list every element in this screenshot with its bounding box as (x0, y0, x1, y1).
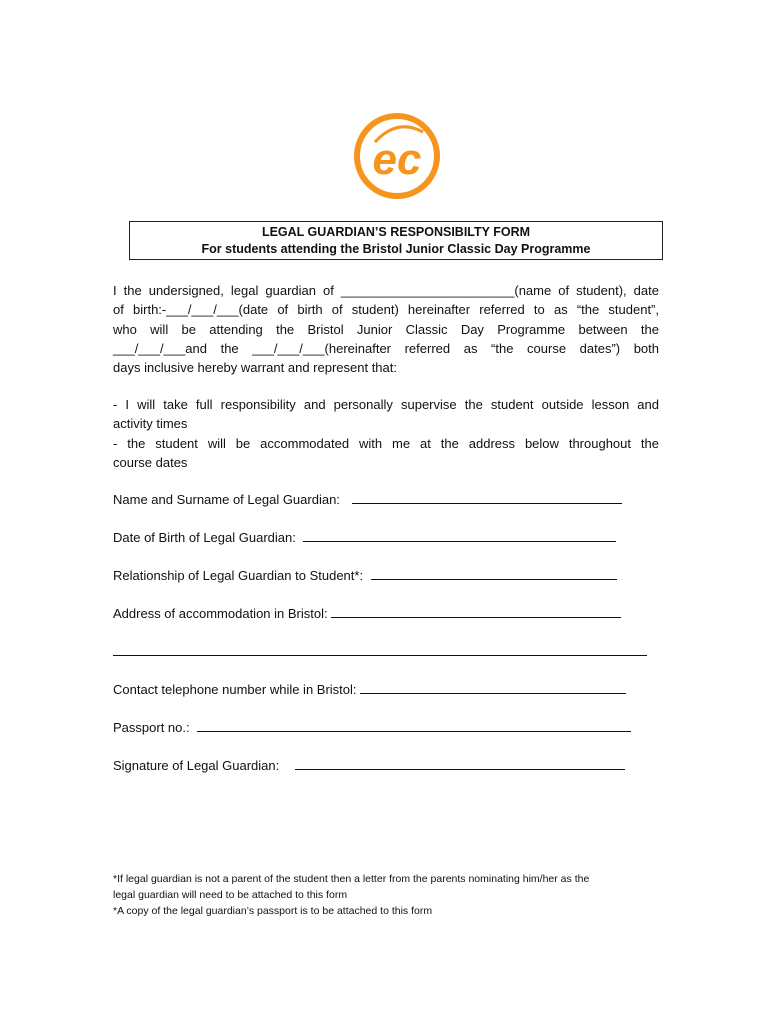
intro-line: ___/___/___and the ___/___/___(hereinafter referred as “the course dates”) both (113, 340, 659, 356)
guardian-dob-row (113, 528, 616, 547)
footnote: *A copy of the legal guardian’s passport is to be attached to this form (113, 905, 433, 917)
relationship-label: Relationship of Legal Guardian to Student*: (113, 568, 364, 583)
guardian-name-blank[interactable] (352, 490, 622, 504)
commitment-line: activity times (113, 416, 188, 432)
intro-line: days inclusive hereby warrant and represent that: (113, 360, 397, 376)
passport-label: Passport no.: (113, 720, 190, 735)
guardian-dob-label: Date of Birth of Legal Guardian: (113, 530, 296, 545)
form-title-box (129, 221, 663, 260)
address-second-line[interactable] (113, 655, 647, 656)
phone-row (113, 680, 626, 699)
footnote: *If legal guardian is not a parent of the student then a letter from the parents nominating him/her as the (113, 873, 590, 885)
relationship-blank[interactable] (371, 566, 617, 580)
intro-line: I the undersigned, legal guardian of ________________________(name of student), date (113, 283, 659, 298)
footnotes (113, 871, 663, 919)
commitment-line: - the student will be accommodated with me at the address below throughout the (113, 435, 659, 451)
footnote: legal guardian will need to be attached to this form (113, 889, 348, 901)
address-label: Address of accommodation in Bristol: (113, 606, 328, 621)
signature-label: Signature of Legal Guardian: (113, 758, 280, 773)
form-title: LEGAL GUARDIAN’S RESPONSIBILTY FORM (261, 225, 531, 239)
commitment-line: - I will take full responsibility and personally supervise the student outside lesson and (113, 397, 659, 412)
guardian-dob-blank[interactable] (303, 528, 616, 542)
address-row (113, 604, 621, 623)
address-blank[interactable] (331, 604, 621, 618)
signature-blank[interactable] (295, 756, 625, 770)
commitments-paragraph (113, 395, 659, 472)
ec-logo-text: ec (372, 135, 422, 184)
form-subtitle: For students attending the Bristol Junior Classic Day Programme (201, 242, 591, 256)
guardian-name-label: Name and Surname of Legal Guardian: (113, 492, 340, 507)
phone-blank[interactable] (360, 680, 626, 694)
guardian-name-row (113, 490, 622, 509)
intro-paragraph (113, 281, 659, 377)
phone-label: Contact telephone number while in Bristol: (113, 682, 357, 697)
passport-row (113, 718, 631, 737)
passport-blank[interactable] (197, 718, 631, 732)
intro-line: of birth:-___/___/___(date of birth of student) hereinafter referred to as “the student”, (113, 302, 659, 318)
commitment-line: course dates (113, 454, 188, 470)
relationship-row (113, 566, 617, 585)
intro-line: who will be attending the Bristol Junior Classic Day Programme between the (113, 321, 659, 337)
ec-logo (353, 112, 441, 200)
signature-row (113, 756, 625, 775)
